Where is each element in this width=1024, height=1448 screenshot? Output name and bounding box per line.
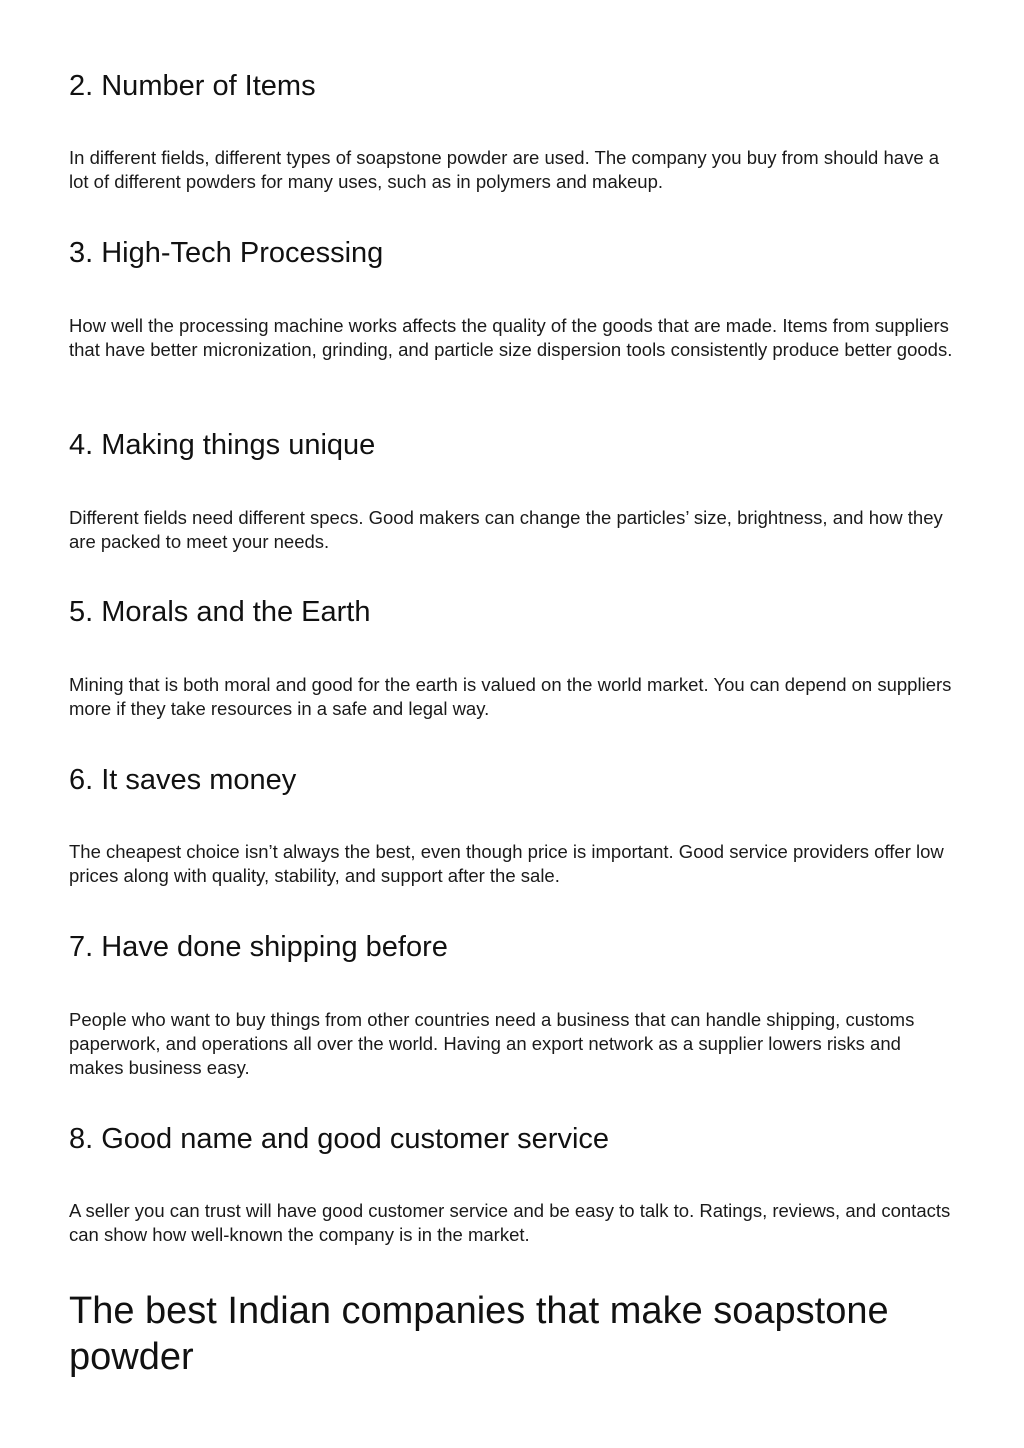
section-body-shipping: People who want to buy things from other countries need a business that can handle shipping, customs paperwork, and operations all over the world. Having an export network as a supplier lowers risks and makes business easy.	[69, 1009, 915, 1078]
section-heading-high-tech-processing: 3. High-Tech Processing	[69, 237, 384, 269]
section-body-customer-service: A seller you can trust will have good customer service and be easy to talk to. Ratings, reviews, and contacts can show how well-known the company is in the market.	[69, 1200, 951, 1245]
section-heading-customer-service: 8. Good name and good customer service	[69, 1123, 610, 1155]
section-body-saves-money: The cheapest choice isn’t always the best, even though price is important. Good service providers offer low prices along with quality, stability, and support after the sale.	[69, 841, 944, 886]
section-body-number-of-items: In different fields, different types of soapstone powder are used. The company you buy from should have a lot of different powders for many uses, such as in polymers and makeup.	[69, 147, 940, 192]
section-heading-shipping: 7. Have done shipping before	[69, 931, 448, 963]
section-heading-making-things-unique: 4. Making things unique	[69, 429, 376, 461]
section-body-making-things-unique: Different fields need different specs. Good makers can change the particles’ size, brightness, and how they are packed to meet your needs.	[69, 507, 943, 552]
main-heading: The best Indian companies that make soapstone powder	[69, 1290, 889, 1378]
section-heading-morals-and-earth: 5. Morals and the Earth	[69, 596, 371, 628]
section-heading-number-of-items: 2. Number of Items	[69, 70, 316, 102]
section-body-morals-and-earth: Mining that is both moral and good for the earth is valued on the world market. You can depend on suppliers more if they take resources in a safe and legal way.	[69, 674, 952, 719]
section-heading-saves-money: 6. It saves money	[69, 764, 297, 796]
section-body-high-tech-processing: How well the processing machine works affects the quality of the goods that are made. Items from suppliers that have better micronization, grinding, and particle size dispersion tools consistently produce better goods.	[69, 315, 953, 360]
